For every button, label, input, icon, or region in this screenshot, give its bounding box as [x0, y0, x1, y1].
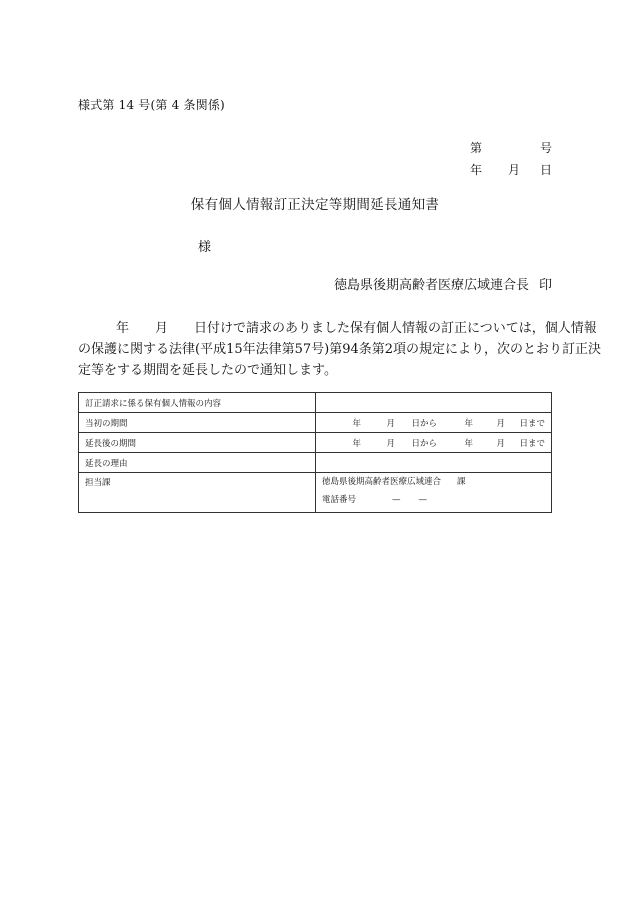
addressee: 様	[198, 240, 212, 255]
period-month-2: 月	[496, 418, 505, 429]
body-line-3: 定等をする期間を延長したので通知します。	[78, 363, 337, 378]
row-label-section: 担当課	[79, 473, 316, 513]
dai-label: 第	[470, 141, 483, 155]
row-label-content: 訂正請求に係る保有個人情報の内容	[79, 393, 316, 413]
details-table	[78, 392, 552, 513]
month-label: 月	[507, 163, 520, 177]
body-month: 月	[155, 321, 169, 336]
notice-body	[78, 318, 602, 381]
period-until: 日まで	[519, 438, 545, 449]
document-number-block	[470, 137, 552, 181]
document-number-row	[470, 137, 552, 159]
body-year: 年	[116, 321, 130, 336]
period-month: 月	[386, 438, 395, 449]
day-label: 日	[539, 163, 552, 177]
period-from: 日から	[411, 418, 437, 429]
table-row	[79, 433, 552, 453]
body-line-1-rest: 日付けで請求のありました保有個人情報の訂正については，個人情報	[194, 321, 597, 336]
table-row	[79, 393, 552, 413]
year-label: 年	[470, 163, 483, 177]
contact-cell	[316, 473, 552, 513]
period-month: 月	[386, 418, 395, 429]
phone-label: 電話番号	[322, 495, 357, 505]
row-label-reason: 延長の理由	[79, 453, 316, 473]
period-from: 日から	[411, 438, 437, 449]
go-label: 号	[539, 141, 552, 155]
row-label-initial-period: 当初の期間	[79, 413, 316, 433]
contact-section: 課	[457, 477, 466, 487]
period-year-2: 年	[464, 418, 473, 429]
period-year: 年	[352, 438, 361, 449]
form-number: 様式第 14 号(第 4 条関係)	[78, 98, 225, 112]
initial-period-cell	[316, 413, 552, 433]
body-line-2: の保護に関する法律(平成15年法律第57号)第94条第2項の規定により，次のとおり訂正決	[78, 342, 602, 357]
period-year-2: 年	[464, 438, 473, 449]
issuer	[334, 274, 552, 293]
table-row	[79, 413, 552, 433]
phone-dash-2: —	[418, 495, 428, 505]
body-line-1	[78, 318, 597, 339]
document-title: 保有個人情報訂正決定等期間延長通知書	[190, 197, 440, 213]
issuer-name: 徳島県後期高齢者医療広域連合長	[333, 278, 529, 293]
reason-cell	[316, 453, 552, 473]
content-value-cell	[316, 393, 552, 413]
seal-mark: 印	[538, 278, 552, 293]
table-row	[79, 473, 552, 513]
period-until: 日まで	[519, 418, 545, 429]
document-date-row	[470, 159, 552, 181]
period-year: 年	[352, 418, 361, 429]
row-label-extended-period: 延長後の期間	[79, 433, 316, 453]
table-row	[79, 453, 552, 473]
phone-dash-1: —	[392, 495, 401, 505]
period-month-2: 月	[496, 438, 505, 449]
extended-period-cell	[316, 433, 552, 453]
contact-org: 徳島県後期高齢者医療広域連合	[322, 477, 442, 487]
